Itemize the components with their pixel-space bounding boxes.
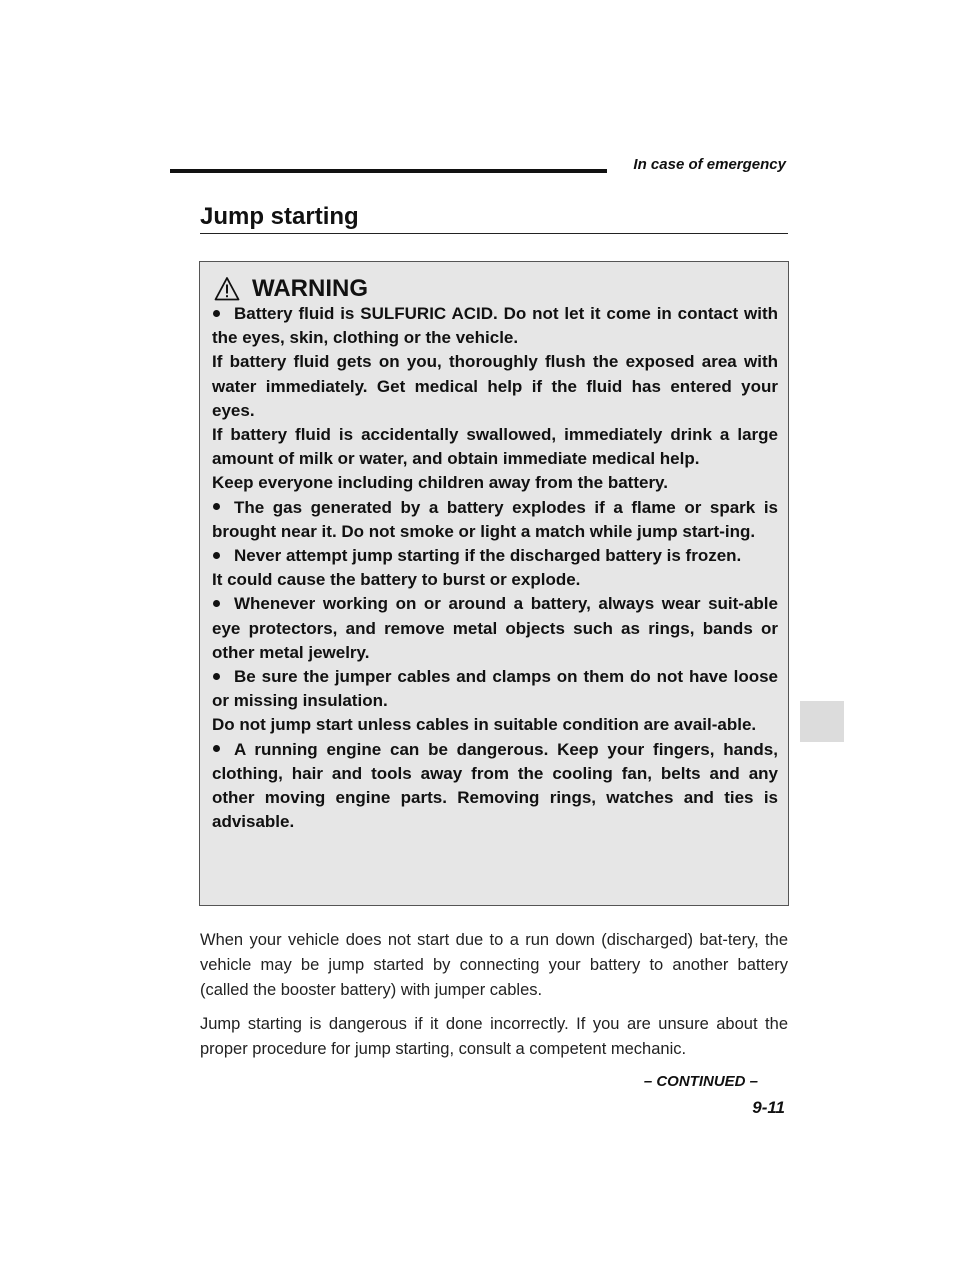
warning-box (199, 261, 789, 906)
warning-bullet: Whenever working on or around a battery, always wear suit-able eye protectors, and remove metal objects such as rings, bands or other metal jewelry. (212, 594, 778, 662)
bullet-dot (213, 552, 220, 559)
page-title: Jump starting (200, 203, 359, 230)
continued-label: – CONTINUED – (643, 1073, 758, 1090)
warning-text: If battery fluid gets on you, thoroughly flush the exposed area with water immediately. Get medical help if the fluid has entered your eyes. (212, 352, 778, 420)
warning-title: WARNING (252, 275, 368, 302)
bullet-dot (213, 745, 220, 752)
warning-bullet: The gas generated by a battery explodes if a flame or spark is brought near it. Do not smoke or light a match while jump start-ing. (212, 497, 778, 541)
warning-text: Keep everyone including children away from the battery. (212, 473, 668, 493)
section-label: In case of emergency (633, 156, 786, 173)
page-number: 9-11 (752, 1098, 785, 1117)
chapter-tab (800, 701, 844, 742)
bullet-dot (213, 600, 220, 607)
warning-text: Do not jump start unless cables in suitable condition are avail-able. (212, 715, 757, 735)
warning-bullet: Be sure the jumper cables and clamps on them do not have loose or missing insulation. (212, 667, 778, 711)
bullet-dot (213, 310, 220, 317)
warning-text: It could cause the battery to burst or explode. (212, 570, 581, 590)
warning-text: If battery fluid is accidentally swallowed, immediately drink a large amount of milk or water, and obtain immediate medical help. (212, 425, 778, 469)
body-paragraph: Jump starting is dangerous if it done incorrectly. If you are unsure about the proper procedure for jump starting, consult a competent mechanic. (200, 1015, 788, 1058)
title-rule (200, 233, 788, 234)
warning-triangle-icon (214, 276, 240, 302)
body-paragraph: When your vehicle does not start due to a run down (discharged) bat-tery, the vehicle may be jump started by connecting your battery to another battery (called the booster battery) with jumper cables. (200, 931, 788, 999)
bullet-dot (213, 503, 220, 510)
warning-bullet: Battery fluid is SULFURIC ACID. Do not let it come in contact with the eyes, skin, clothing or the vehicle. (212, 304, 778, 348)
bullet-dot (213, 673, 220, 680)
warning-bullet: Never attempt jump starting if the discharged battery is frozen. (212, 544, 778, 568)
warning-bullet: A running engine can be dangerous. Keep your fingers, hands, clothing, hair and tools away from the cooling fan, belts and any other moving engine parts. Removing rings, watches and ties is advisable. (212, 739, 778, 832)
warning-header (214, 270, 778, 302)
header-rule (170, 169, 607, 173)
